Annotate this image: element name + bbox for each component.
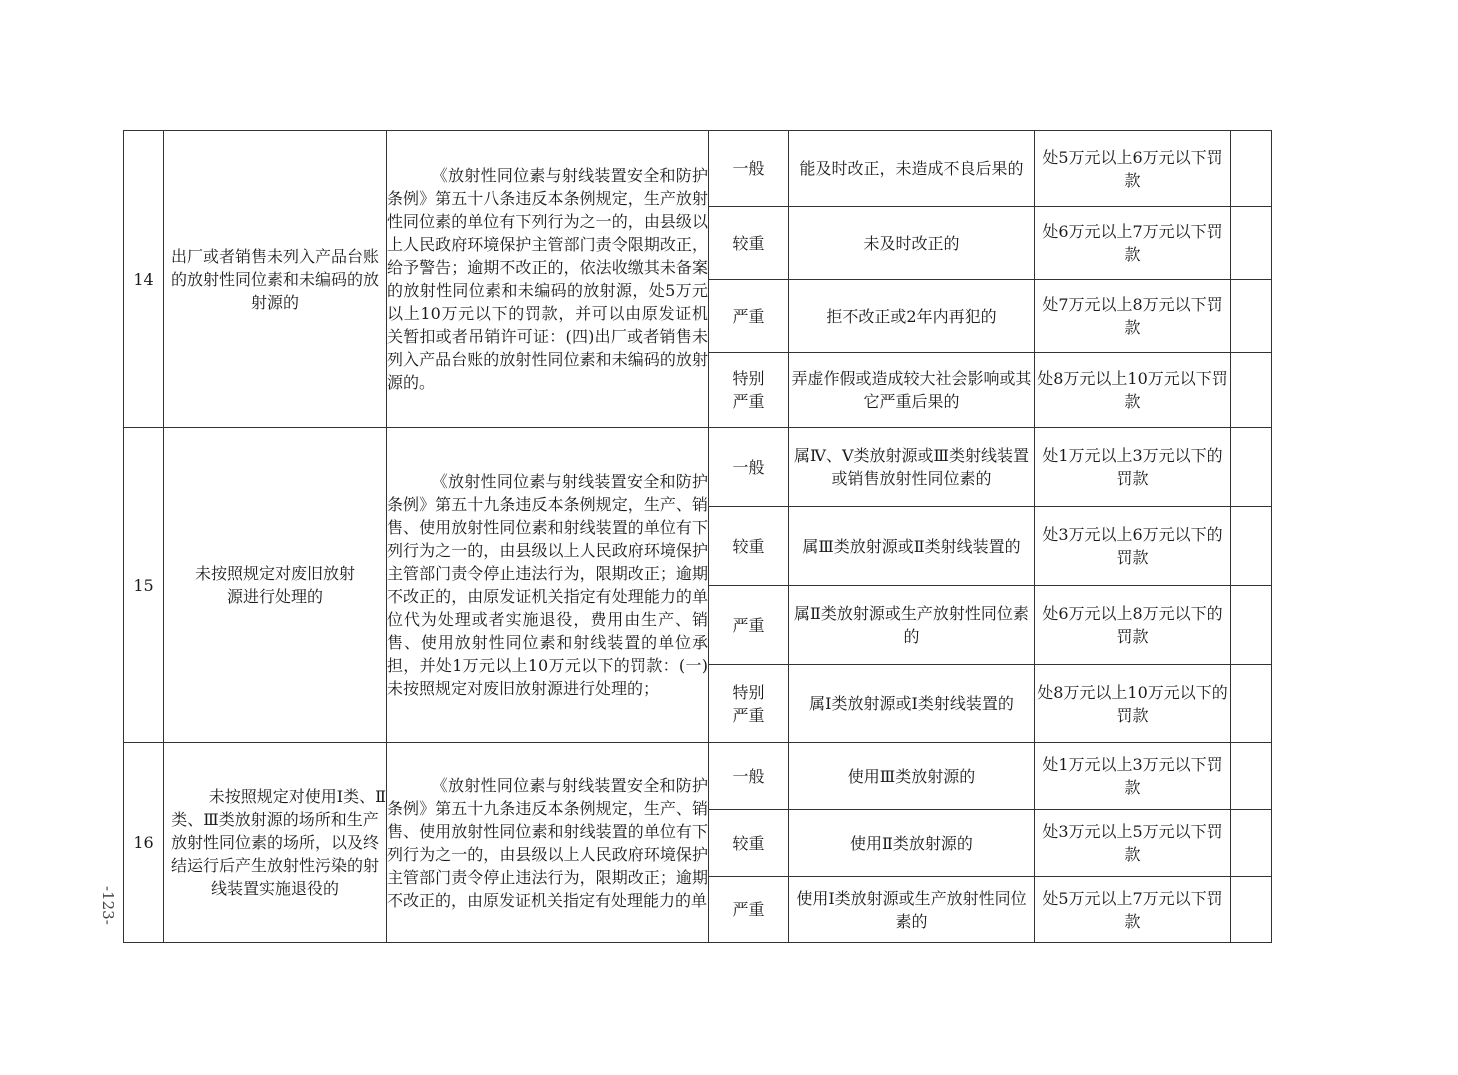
- severity-grade: 严重: [709, 877, 789, 943]
- legal-basis-text: 《放射性同位素与射线装置安全和防护条例》第五十八条违反本条例规定，生产放射性同位素的单位有下列行为之一的，由县级以上人民政府环境保护主管部门责令限期改正，给予警告；逾期不改正的，依法收缴其未备案的放射性同位素和未编码的放射源，处5万元以上10万元以下的罚款，并可以由原发证机关暂扣或者吊销许可证：(四)出厂或者销售未列入产品台账的放射性同位素和未编码的放射源的。: [387, 166, 708, 392]
- penalty-amount: 处3万元以上6万元以下的罚款: [1035, 507, 1231, 586]
- penalty-amount: 处6万元以上8万元以下的罚款: [1035, 586, 1231, 665]
- severity-grade: 较重: [709, 507, 789, 586]
- violation-condition-text: 未按照规定对使用Ⅰ类、Ⅱ类、Ⅲ类放射源的场所和生产放射性同位素的场所，以及终结运行后产生放射性污染的射线装置实施退役的: [170, 787, 386, 898]
- penalty-amount: 处8万元以上10万元以下的罚款: [1035, 665, 1231, 743]
- table-row: [124, 743, 1272, 810]
- penalty-amount: 处3万元以上5万元以下罚款: [1035, 810, 1231, 877]
- severity-grade: 特别严重: [709, 665, 789, 743]
- severity-grade: 一般: [709, 131, 789, 207]
- severity-grade: 较重: [709, 810, 789, 877]
- circumstance: 属Ⅱ类放射源或生产放射性同位素的: [789, 586, 1035, 665]
- remarks-cell: [1231, 428, 1272, 507]
- circumstance: 使用Ⅲ类放射源的: [789, 743, 1035, 810]
- remarks-cell: [1231, 810, 1272, 877]
- severity-grade: 一般: [709, 743, 789, 810]
- remarks-cell: [1231, 353, 1272, 428]
- circumstance: 使用Ⅱ类放射源的: [789, 810, 1035, 877]
- circumstance: 未及时改正的: [789, 207, 1035, 280]
- table-row: [124, 131, 1272, 207]
- circumstance: 属Ⅰ类放射源或Ⅰ类射线装置的: [789, 665, 1035, 743]
- page-number: -123-: [99, 886, 117, 925]
- legal-basis-text: 《放射性同位素与射线装置安全和防护条例》第五十九条违反本条例规定，生产、销售、使用放射性同位素和射线装置的单位有下列行为之一的，由县级以上人民政府环境保护主管部门责令停止违法行为，限期改正；逾期不改正的，由原发证机关指定有处理能力的单位代为处理或者实施退役，费用由生产、销售、使用放射性同位素和射线装置的单位承担，并处1万元以上10万元以下的罚款：(一)未按照规定对废旧放射源进行处理的；: [387, 472, 708, 698]
- violation-condition: [164, 743, 387, 943]
- severity-grade: 严重: [709, 280, 789, 353]
- remarks-cell: [1231, 877, 1272, 943]
- penalty-standards-table: [123, 130, 1272, 943]
- circumstance: 弄虚作假或造成较大社会影响或其它严重后果的: [789, 353, 1035, 428]
- penalty-amount: 处5万元以上6万元以下罚款: [1035, 131, 1231, 207]
- penalty-amount: 处6万元以上7万元以下罚款: [1035, 207, 1231, 280]
- circumstance: 使用Ⅰ类放射源或生产放射性同位素的: [789, 877, 1035, 943]
- circumstance: 属Ⅲ类放射源或Ⅱ类射线装置的: [789, 507, 1035, 586]
- table-row: [124, 428, 1272, 507]
- remarks-cell: [1231, 131, 1272, 207]
- severity-grade: 一般: [709, 428, 789, 507]
- legal-basis: [387, 743, 709, 943]
- remarks-cell: [1231, 665, 1272, 743]
- circumstance: 能及时改正，未造成不良后果的: [789, 131, 1035, 207]
- violation-condition: 未按照规定对废旧放射源进行处理的: [164, 428, 387, 743]
- remarks-cell: [1231, 586, 1272, 665]
- circumstance: 拒不改正或2年内再犯的: [789, 280, 1035, 353]
- item-number: 16: [124, 743, 164, 943]
- penalty-amount: 处5万元以上7万元以下罚款: [1035, 877, 1231, 943]
- severity-grade: 较重: [709, 207, 789, 280]
- legal-basis: [387, 131, 709, 428]
- severity-grade: 严重: [709, 586, 789, 665]
- violation-condition: 出厂或者销售未列入产品台账的放射性同位素和未编码的放射源的: [164, 131, 387, 428]
- remarks-cell: [1231, 207, 1272, 280]
- penalty-amount: 处1万元以上3万元以下罚款: [1035, 743, 1231, 810]
- remarks-cell: [1231, 507, 1272, 586]
- legal-basis: [387, 428, 709, 743]
- legal-basis-text: 《放射性同位素与射线装置安全和防护条例》第五十九条违反本条例规定，生产、销售、使用放射性同位素和射线装置的单位有下列行为之一的，由县级以上人民政府环境保护主管部门责令停止违法行为，限期改正；逾期不改正的，由原发证机关指定有处理能力的单: [387, 775, 708, 910]
- item-number: 15: [124, 428, 164, 743]
- circumstance: 属Ⅳ、Ⅴ类放射源或Ⅲ类射线装置或销售放射性同位素的: [789, 428, 1035, 507]
- severity-grade: 特别严重: [709, 353, 789, 428]
- penalty-amount: 处1万元以上3万元以下的罚款: [1035, 428, 1231, 507]
- remarks-cell: [1231, 743, 1272, 810]
- item-number: 14: [124, 131, 164, 428]
- remarks-cell: [1231, 280, 1272, 353]
- penalty-amount: 处8万元以上10万元以下罚款: [1035, 353, 1231, 428]
- penalty-amount: 处7万元以上8万元以下罚款: [1035, 280, 1231, 353]
